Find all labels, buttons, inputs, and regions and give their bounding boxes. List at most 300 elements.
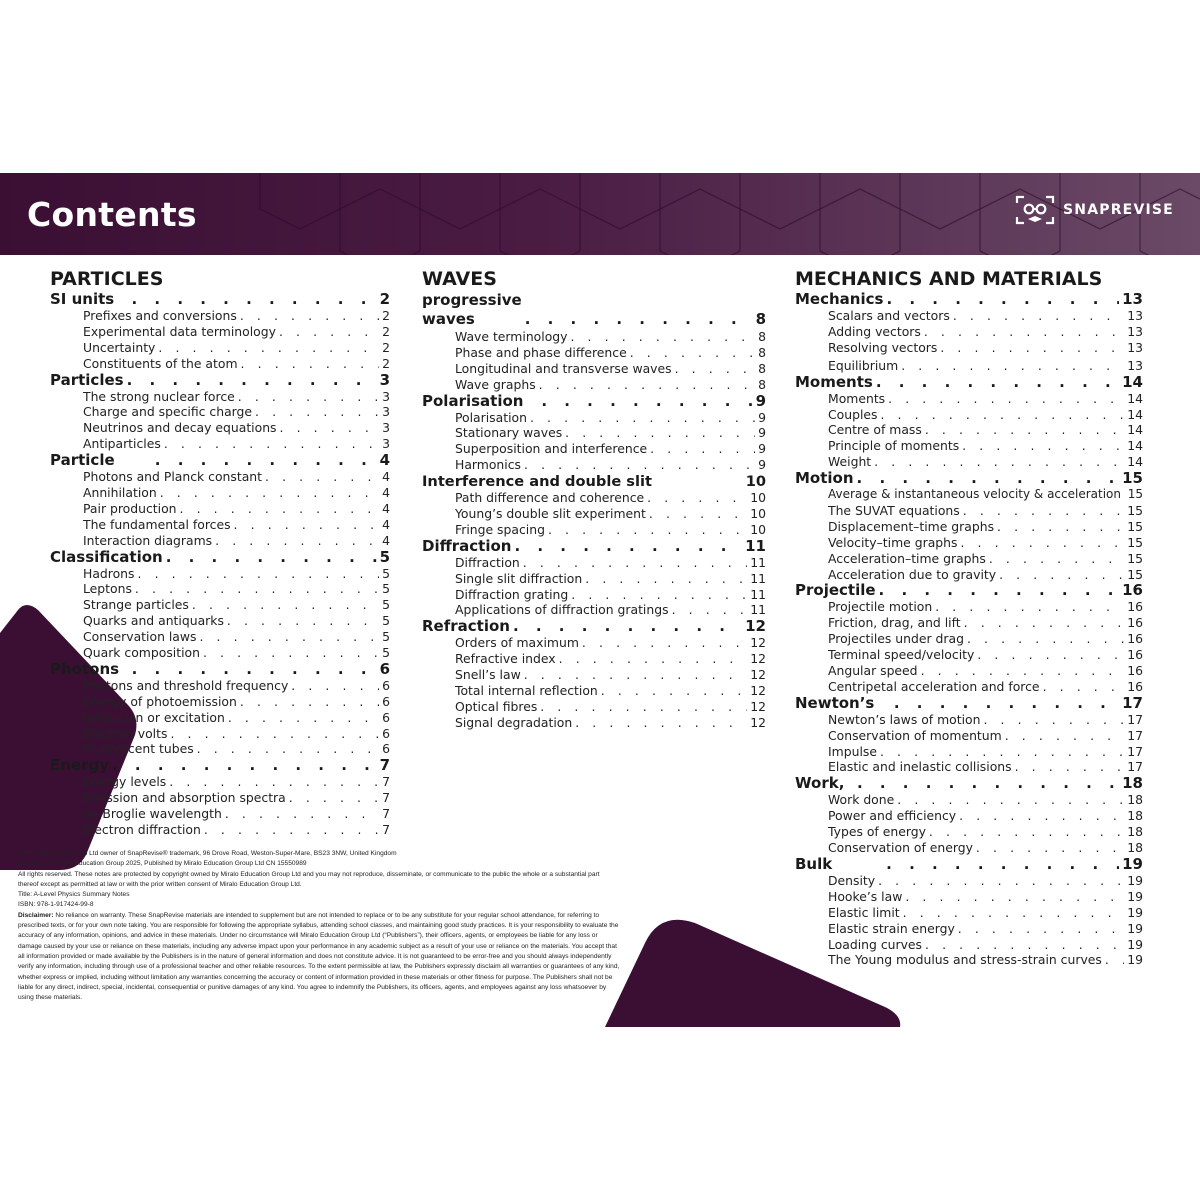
section-title: Moments bbox=[795, 373, 873, 391]
item-label: Types of energy bbox=[828, 824, 926, 840]
column-title: MECHANICS AND MATERIALS bbox=[795, 268, 1103, 290]
column-title: WAVES bbox=[422, 268, 497, 290]
item-label: Hooke’s law bbox=[828, 888, 903, 904]
toc-section[interactable] bbox=[795, 582, 1143, 599]
section-page: 7 bbox=[379, 757, 390, 775]
section-title: Polarisation bbox=[422, 392, 524, 410]
toc-section[interactable] bbox=[795, 695, 1143, 712]
toc-item[interactable] bbox=[422, 683, 766, 699]
item-page: 4 bbox=[382, 532, 390, 548]
item-label: Leptons bbox=[83, 581, 132, 597]
toc-item[interactable] bbox=[795, 952, 1143, 968]
toc-item[interactable] bbox=[795, 308, 1143, 324]
item-label: Photons and threshold frequency bbox=[83, 677, 289, 693]
toc-item[interactable] bbox=[795, 535, 1143, 551]
item-page: 2 bbox=[382, 308, 390, 323]
toc-item[interactable] bbox=[795, 759, 1143, 775]
toc-item[interactable] bbox=[422, 490, 766, 506]
owner-line: Miralo Education Group Ltd owner of SnapRevise® trademark, 96 Drove Road, Weston-Super-Mare, BS23 3NW, United Kingdom bbox=[18, 850, 397, 857]
item-page: 4 bbox=[382, 469, 390, 485]
item-label: Neutrinos and decay equations bbox=[83, 420, 277, 436]
item-label: Quark composition bbox=[83, 645, 200, 661]
item-label: Hadrons bbox=[83, 565, 135, 581]
toc-item[interactable] bbox=[795, 647, 1143, 663]
item-label: Fringe spacing bbox=[455, 521, 545, 537]
item-label: Newton’s laws of motion bbox=[828, 711, 981, 727]
toc-item[interactable] bbox=[50, 566, 390, 582]
item-page: 8 bbox=[758, 329, 766, 344]
item-page: 17 bbox=[1127, 727, 1143, 743]
item-page: 16 bbox=[1127, 615, 1143, 631]
toc-section[interactable] bbox=[50, 757, 390, 774]
section-title: Energy bbox=[50, 757, 110, 775]
toc-item[interactable] bbox=[50, 726, 390, 742]
item-page: 15 bbox=[1127, 487, 1143, 502]
item-page: 18 bbox=[1127, 824, 1143, 840]
item-label: Charge and specific charge bbox=[83, 404, 253, 420]
contents-column-waves bbox=[422, 268, 766, 731]
toc-item[interactable] bbox=[50, 517, 390, 533]
item-page: 12 bbox=[750, 714, 766, 730]
section-page: 12 bbox=[745, 618, 766, 636]
item-label: Displacement–time graphs bbox=[828, 518, 995, 534]
item-page: 16 bbox=[1127, 631, 1143, 647]
disclaimer-text: No reliance on warranty. These SnapRevise materials are intended to supplement but are not intended to replace or to be any substitute for your regular school attendance, for referring to prescribed texts, or for your own note taking. You are responsible for following the appropriate syllabus, attending school classes, and maintaining good study practices. It is your responsibility to evaluate the accuracy of any information, opinions, and advice in these materials. Under no circumstance will Miralo Education Group Ltd (“Publishers”), their officers, agents, or employees be liable for any loss or damage caused by your use or reliance on these materials, including any adverse impact upon your performance in any academic subject as a result of your use or reliance on the materials. You accept that all information provided or made available by the Publishers is in the nature of general information and does not constitute advice. It is not guaranteed to be error-free and you should always independently verify any information, including through use of a professional teacher and other reliable resources. To the extent permissible at law, the Publishers expressly disclaim all warranties or guarantees of any kind, whether express or implied, including without limitation any warranties concerning the accuracy or content of information provided in these materials or other fitness for purpose. The Publishers shall not be liable for any direct, indirect, special, incidental, consequential or punitive damages of any kind. You agree to indemnify the Publishers, its officers, agents, and employees against any loss whatsoever by using these materials. bbox=[18, 911, 620, 1002]
toc-item[interactable] bbox=[50, 741, 390, 757]
toc-section[interactable] bbox=[50, 452, 390, 469]
toc-item[interactable] bbox=[795, 454, 1143, 470]
item-label: Young’s double slit experiment bbox=[455, 506, 646, 522]
item-page: 15 bbox=[1127, 566, 1143, 582]
item-label: Friction, drag, and lift bbox=[828, 615, 961, 631]
item-label: The Young modulus and stress-strain curves bbox=[828, 952, 1102, 968]
item-page: 11 bbox=[750, 554, 766, 570]
toc-item[interactable] bbox=[422, 635, 766, 651]
toc-item[interactable] bbox=[50, 710, 390, 726]
toc-item[interactable] bbox=[795, 679, 1143, 695]
toc-item[interactable] bbox=[422, 715, 766, 731]
toc-item[interactable] bbox=[422, 410, 766, 426]
item-page: 15 bbox=[1127, 534, 1143, 550]
section-page: 14 bbox=[1122, 373, 1143, 391]
toc-item[interactable] bbox=[50, 485, 390, 501]
item-label: Snell’s law bbox=[455, 667, 521, 683]
toc-item[interactable] bbox=[422, 522, 766, 538]
column-title: PARTICLES bbox=[50, 268, 164, 290]
item-label: The strong nuclear force bbox=[83, 388, 235, 404]
item-page: 5 bbox=[382, 565, 390, 581]
toc-section[interactable] bbox=[422, 291, 766, 329]
item-label: Total internal reflection bbox=[455, 683, 598, 699]
item-label: Elastic strain energy bbox=[828, 920, 955, 936]
item-label: Diffraction grating bbox=[455, 586, 569, 602]
item-page: 14 bbox=[1127, 438, 1143, 454]
item-page: 8 bbox=[758, 344, 766, 360]
item-page: 6 bbox=[382, 709, 390, 725]
item-page: 11 bbox=[750, 586, 766, 602]
item-page: 5 bbox=[382, 581, 390, 597]
item-page: 18 bbox=[1127, 792, 1143, 808]
toc-item[interactable] bbox=[50, 597, 390, 613]
toc-item[interactable] bbox=[795, 808, 1143, 824]
toc-item[interactable] bbox=[795, 921, 1143, 937]
item-label: Adding vectors bbox=[828, 323, 921, 339]
item-page: 6 bbox=[382, 725, 390, 741]
section-page: 13 bbox=[1122, 291, 1143, 308]
toc-item[interactable] bbox=[50, 613, 390, 629]
title-line: Title: A-Level Physics Summary Notes bbox=[18, 891, 130, 899]
section-page: 16 bbox=[1122, 582, 1143, 600]
toc-item[interactable] bbox=[795, 889, 1143, 905]
section-title: Projectile bbox=[795, 582, 876, 600]
section-page: 10 bbox=[745, 473, 766, 491]
toc-item[interactable] bbox=[795, 519, 1143, 535]
toc-item[interactable] bbox=[50, 645, 390, 661]
toc-item[interactable] bbox=[50, 436, 390, 452]
toc-item[interactable] bbox=[795, 324, 1143, 340]
item-label: Signal degradation bbox=[455, 714, 573, 730]
item-page: 2 bbox=[382, 323, 390, 339]
item-label: Acceleration due to gravity bbox=[828, 566, 997, 582]
toc-item[interactable] bbox=[50, 420, 390, 436]
item-page: 12 bbox=[750, 683, 766, 699]
item-page: 12 bbox=[750, 635, 766, 651]
item-label: Annihilation bbox=[83, 485, 157, 501]
item-label: Principle of moments bbox=[828, 438, 960, 454]
contents-column-particles bbox=[50, 268, 390, 838]
item-page: 14 bbox=[1127, 390, 1143, 406]
toc-item[interactable] bbox=[795, 391, 1143, 407]
toc-section[interactable] bbox=[50, 291, 390, 308]
toc-item[interactable] bbox=[422, 345, 766, 361]
item-page: 19 bbox=[1127, 888, 1143, 904]
item-label: Loading curves bbox=[828, 936, 922, 952]
section-page: 3 bbox=[379, 371, 390, 389]
toc-item[interactable] bbox=[422, 361, 766, 377]
item-label: Constituents of the atom bbox=[83, 355, 238, 371]
toc-item[interactable] bbox=[50, 356, 390, 372]
toc-item[interactable] bbox=[795, 937, 1143, 953]
item-label: Centre of mass bbox=[828, 422, 922, 438]
section-title: Diffraction bbox=[422, 537, 512, 555]
section-title: Photons bbox=[50, 660, 120, 678]
item-page: 3 bbox=[382, 436, 390, 452]
toc-item[interactable] bbox=[795, 503, 1143, 519]
section-page: 4 bbox=[379, 452, 390, 470]
item-label: Moments bbox=[828, 390, 886, 406]
item-page: 12 bbox=[750, 651, 766, 667]
item-page: 9 bbox=[758, 441, 766, 457]
section-title: progressive waves bbox=[422, 291, 522, 328]
item-label: Angular speed bbox=[828, 663, 918, 679]
item-page: 5 bbox=[382, 645, 390, 661]
item-label: Energy of photoemission bbox=[83, 693, 237, 709]
section-title: Newton’s bbox=[795, 694, 875, 712]
item-page: 12 bbox=[750, 698, 766, 714]
item-label: Elastic limit bbox=[828, 904, 900, 920]
item-page: 17 bbox=[1127, 743, 1143, 759]
toc-item[interactable] bbox=[50, 629, 390, 645]
item-label: Scalars and vectors bbox=[828, 308, 950, 323]
toc-item[interactable] bbox=[795, 663, 1143, 679]
section-page: 6 bbox=[379, 660, 390, 678]
item-label: Wave terminology bbox=[455, 329, 568, 344]
toc-item[interactable] bbox=[795, 438, 1143, 454]
toc-item[interactable] bbox=[422, 425, 766, 441]
legal-notice bbox=[18, 849, 620, 1003]
toc-section[interactable] bbox=[422, 618, 766, 635]
toc-section[interactable] bbox=[795, 374, 1143, 391]
item-label: Fluorescent tubes bbox=[83, 741, 194, 757]
item-page: 5 bbox=[382, 613, 390, 629]
item-label: Superposition and interference bbox=[455, 441, 648, 457]
toc-item[interactable] bbox=[50, 404, 390, 420]
toc-item[interactable] bbox=[795, 631, 1143, 647]
section-title: Refraction bbox=[422, 618, 510, 636]
item-page: 6 bbox=[382, 693, 390, 709]
item-page: 5 bbox=[382, 597, 390, 613]
toc-item[interactable] bbox=[422, 667, 766, 683]
item-label: Antiparticles bbox=[83, 436, 161, 452]
item-page: 4 bbox=[382, 516, 390, 532]
item-label: Orders of maximum bbox=[455, 635, 579, 651]
item-label: Emission and absorption spectra bbox=[83, 790, 286, 806]
item-page: 8 bbox=[758, 376, 766, 392]
item-label: Stationary waves bbox=[455, 425, 563, 441]
toc-item[interactable] bbox=[422, 329, 766, 345]
toc-item[interactable] bbox=[50, 469, 390, 485]
toc-item[interactable] bbox=[795, 792, 1143, 808]
item-label: Elastic and inelastic collisions bbox=[828, 759, 1012, 775]
item-label: Average & instantaneous velocity & acceleration bbox=[828, 487, 1121, 502]
toc-item[interactable] bbox=[422, 555, 766, 571]
isbn-line: ISBN: 978-1-917424-99-8 bbox=[18, 901, 94, 909]
copyright-line: Copyright © Miralo Education Group 2025, Published by Miralo Education Group Ltd CN 15550989 bbox=[18, 860, 307, 868]
item-page: 2 bbox=[382, 355, 390, 371]
toc-item[interactable] bbox=[50, 501, 390, 517]
item-page: 7 bbox=[382, 774, 390, 790]
contents-column-mechanics bbox=[795, 268, 1143, 968]
toc-item[interactable] bbox=[795, 728, 1143, 744]
item-page: 16 bbox=[1127, 647, 1143, 663]
toc-item[interactable] bbox=[795, 487, 1143, 503]
toc-item[interactable] bbox=[50, 533, 390, 549]
toc-item[interactable] bbox=[50, 340, 390, 356]
disclaimer-label: Disclaimer: bbox=[18, 911, 54, 919]
toc-item[interactable] bbox=[422, 602, 766, 618]
item-label: Resolving vectors bbox=[828, 339, 938, 355]
item-page: 6 bbox=[382, 677, 390, 693]
item-page: 10 bbox=[750, 490, 766, 506]
section-title: Interference and double slit bbox=[422, 473, 652, 491]
section-title: Bulk bbox=[795, 855, 833, 873]
item-label: Applications of diffraction gratings bbox=[455, 602, 669, 618]
toc-section[interactable] bbox=[422, 473, 766, 490]
section-title: SI units bbox=[50, 291, 115, 308]
item-label: Phase and phase difference bbox=[455, 344, 627, 360]
item-label: Optical fibres bbox=[455, 698, 538, 714]
item-label: Single slit diffraction bbox=[455, 570, 583, 586]
item-label: Equilibrium bbox=[828, 357, 899, 373]
item-page: 19 bbox=[1127, 952, 1143, 968]
toc-item[interactable] bbox=[50, 822, 390, 838]
toc-item[interactable] bbox=[50, 324, 390, 340]
toc-item[interactable] bbox=[795, 840, 1143, 856]
item-label: Electron diffraction bbox=[83, 822, 201, 838]
toc-item[interactable] bbox=[422, 571, 766, 587]
toc-section[interactable] bbox=[50, 549, 390, 566]
item-page: 14 bbox=[1127, 406, 1143, 422]
section-page: 17 bbox=[1122, 694, 1143, 712]
item-page: 9 bbox=[758, 425, 766, 441]
toc-section[interactable] bbox=[50, 661, 390, 678]
item-label: Work done bbox=[828, 792, 895, 808]
toc-item[interactable] bbox=[422, 506, 766, 522]
item-label: The fundamental forces bbox=[83, 516, 231, 532]
toc-item[interactable] bbox=[50, 308, 390, 324]
item-page: 3 bbox=[382, 404, 390, 420]
toc-item[interactable] bbox=[795, 422, 1143, 438]
item-label: Ionisation or excitation bbox=[83, 709, 225, 725]
toc-item[interactable] bbox=[795, 873, 1143, 889]
toc-section[interactable] bbox=[795, 856, 1143, 873]
toc-item[interactable] bbox=[422, 651, 766, 667]
item-page: 7 bbox=[382, 822, 390, 838]
toc-item[interactable] bbox=[795, 905, 1143, 921]
item-page: 16 bbox=[1127, 599, 1143, 615]
item-page: 14 bbox=[1127, 454, 1143, 470]
toc-item[interactable] bbox=[795, 356, 1143, 374]
item-page: 17 bbox=[1127, 711, 1143, 727]
item-label: Diffraction bbox=[455, 554, 520, 570]
toc-item[interactable] bbox=[795, 599, 1143, 615]
toc-item[interactable] bbox=[795, 340, 1143, 356]
item-page: 13 bbox=[1127, 323, 1143, 339]
item-label: Polarisation bbox=[455, 409, 527, 425]
toc-item[interactable] bbox=[50, 790, 390, 806]
toc-item[interactable] bbox=[422, 699, 766, 715]
item-label: Photons and Planck constant bbox=[83, 469, 262, 485]
toc-item[interactable] bbox=[795, 712, 1143, 728]
item-label: Path difference and coherence bbox=[455, 490, 645, 506]
toc-item[interactable] bbox=[50, 678, 390, 694]
toc-item[interactable] bbox=[795, 567, 1143, 583]
rights-line: All rights reserved. These notes are protected by copyright owned by Miralo Education Group Ltd and you may not reproduce, disseminate, or communicate to the public the whole or a substantial part thereof except as permitted at law or with the prior written consent of Miralo Education Group Ltd. bbox=[18, 870, 600, 888]
item-label: Couples bbox=[828, 406, 878, 422]
toc-item[interactable] bbox=[422, 441, 766, 457]
section-page: 18 bbox=[1122, 775, 1143, 793]
toc-item[interactable] bbox=[422, 587, 766, 603]
item-label: Refractive index bbox=[455, 651, 556, 667]
item-page: 13 bbox=[1127, 339, 1143, 355]
section-page: 2 bbox=[379, 291, 390, 308]
page-title: Contents bbox=[27, 195, 197, 234]
snaprevise-logo-icon bbox=[1015, 194, 1055, 226]
item-page: 11 bbox=[750, 602, 766, 618]
toc-item[interactable] bbox=[50, 389, 390, 405]
item-page: 9 bbox=[758, 457, 766, 473]
section-title: Classification bbox=[50, 548, 163, 566]
item-label: Projectile motion bbox=[828, 599, 933, 615]
item-page: 13 bbox=[1127, 357, 1143, 373]
toc-item[interactable] bbox=[422, 377, 766, 393]
item-label: Acceleration–time graphs bbox=[828, 550, 986, 566]
item-page: 19 bbox=[1127, 872, 1143, 888]
item-label: Terminal speed/velocity bbox=[828, 647, 975, 663]
item-page: 7 bbox=[382, 790, 390, 806]
toc-section[interactable] bbox=[422, 538, 766, 555]
item-page: 8 bbox=[758, 360, 766, 376]
item-label: Power and efficiency bbox=[828, 808, 957, 824]
item-page: 19 bbox=[1127, 936, 1143, 952]
toc-item[interactable] bbox=[50, 694, 390, 710]
item-label: Pair production bbox=[83, 500, 177, 516]
item-page: 13 bbox=[1127, 308, 1143, 323]
item-page: 9 bbox=[758, 409, 766, 425]
item-label: Quarks and antiquarks bbox=[83, 613, 224, 629]
toc-section[interactable] bbox=[795, 291, 1143, 308]
item-label: Centripetal acceleration and force bbox=[828, 678, 1040, 694]
toc-item[interactable] bbox=[50, 581, 390, 597]
item-page: 10 bbox=[750, 521, 766, 537]
item-page: 17 bbox=[1127, 759, 1143, 775]
item-page: 16 bbox=[1127, 678, 1143, 694]
item-label: Experimental data terminology bbox=[83, 323, 276, 339]
section-page: 9 bbox=[755, 392, 766, 410]
item-label: Conservation of momentum bbox=[828, 727, 1002, 743]
item-label: Strange particles bbox=[83, 597, 189, 613]
toc-item[interactable] bbox=[50, 806, 390, 822]
toc-section[interactable] bbox=[50, 372, 390, 389]
toc-item[interactable] bbox=[795, 551, 1143, 567]
item-page: 18 bbox=[1127, 808, 1143, 824]
toc-item[interactable] bbox=[795, 407, 1143, 423]
item-label: Interaction diagrams bbox=[83, 532, 213, 548]
toc-item[interactable] bbox=[795, 615, 1143, 631]
item-page: 4 bbox=[382, 500, 390, 516]
item-label: de Broglie wavelength bbox=[83, 806, 222, 822]
item-page: 16 bbox=[1127, 663, 1143, 679]
item-label: The SUVAT equations bbox=[828, 503, 960, 519]
item-page: 18 bbox=[1127, 840, 1143, 856]
item-label: Uncertainty bbox=[83, 339, 156, 355]
item-label: Projectiles under drag bbox=[828, 631, 964, 647]
toc-item[interactable] bbox=[50, 774, 390, 790]
item-page: 4 bbox=[382, 485, 390, 501]
toc-section[interactable] bbox=[422, 393, 766, 410]
section-title: Particle bbox=[50, 452, 115, 470]
item-label: Impulse bbox=[828, 743, 877, 759]
toc-item[interactable] bbox=[795, 744, 1143, 760]
toc-item[interactable] bbox=[795, 824, 1143, 840]
item-label: Density bbox=[828, 872, 876, 888]
item-page: 5 bbox=[382, 629, 390, 645]
toc-section[interactable] bbox=[795, 775, 1143, 792]
item-page: 19 bbox=[1127, 904, 1143, 920]
item-page: 10 bbox=[750, 506, 766, 522]
section-page: 19 bbox=[1122, 855, 1143, 873]
item-page: 14 bbox=[1127, 422, 1143, 438]
item-page: 12 bbox=[750, 667, 766, 683]
item-page: 7 bbox=[382, 806, 390, 822]
section-page: 5 bbox=[379, 548, 390, 566]
toc-item[interactable] bbox=[422, 457, 766, 473]
item-label: Prefixes and conversions bbox=[83, 308, 237, 323]
item-page: 3 bbox=[382, 420, 390, 436]
toc-section[interactable] bbox=[795, 470, 1143, 487]
item-page: 19 bbox=[1127, 920, 1143, 936]
item-label: Energy levels bbox=[83, 774, 167, 790]
